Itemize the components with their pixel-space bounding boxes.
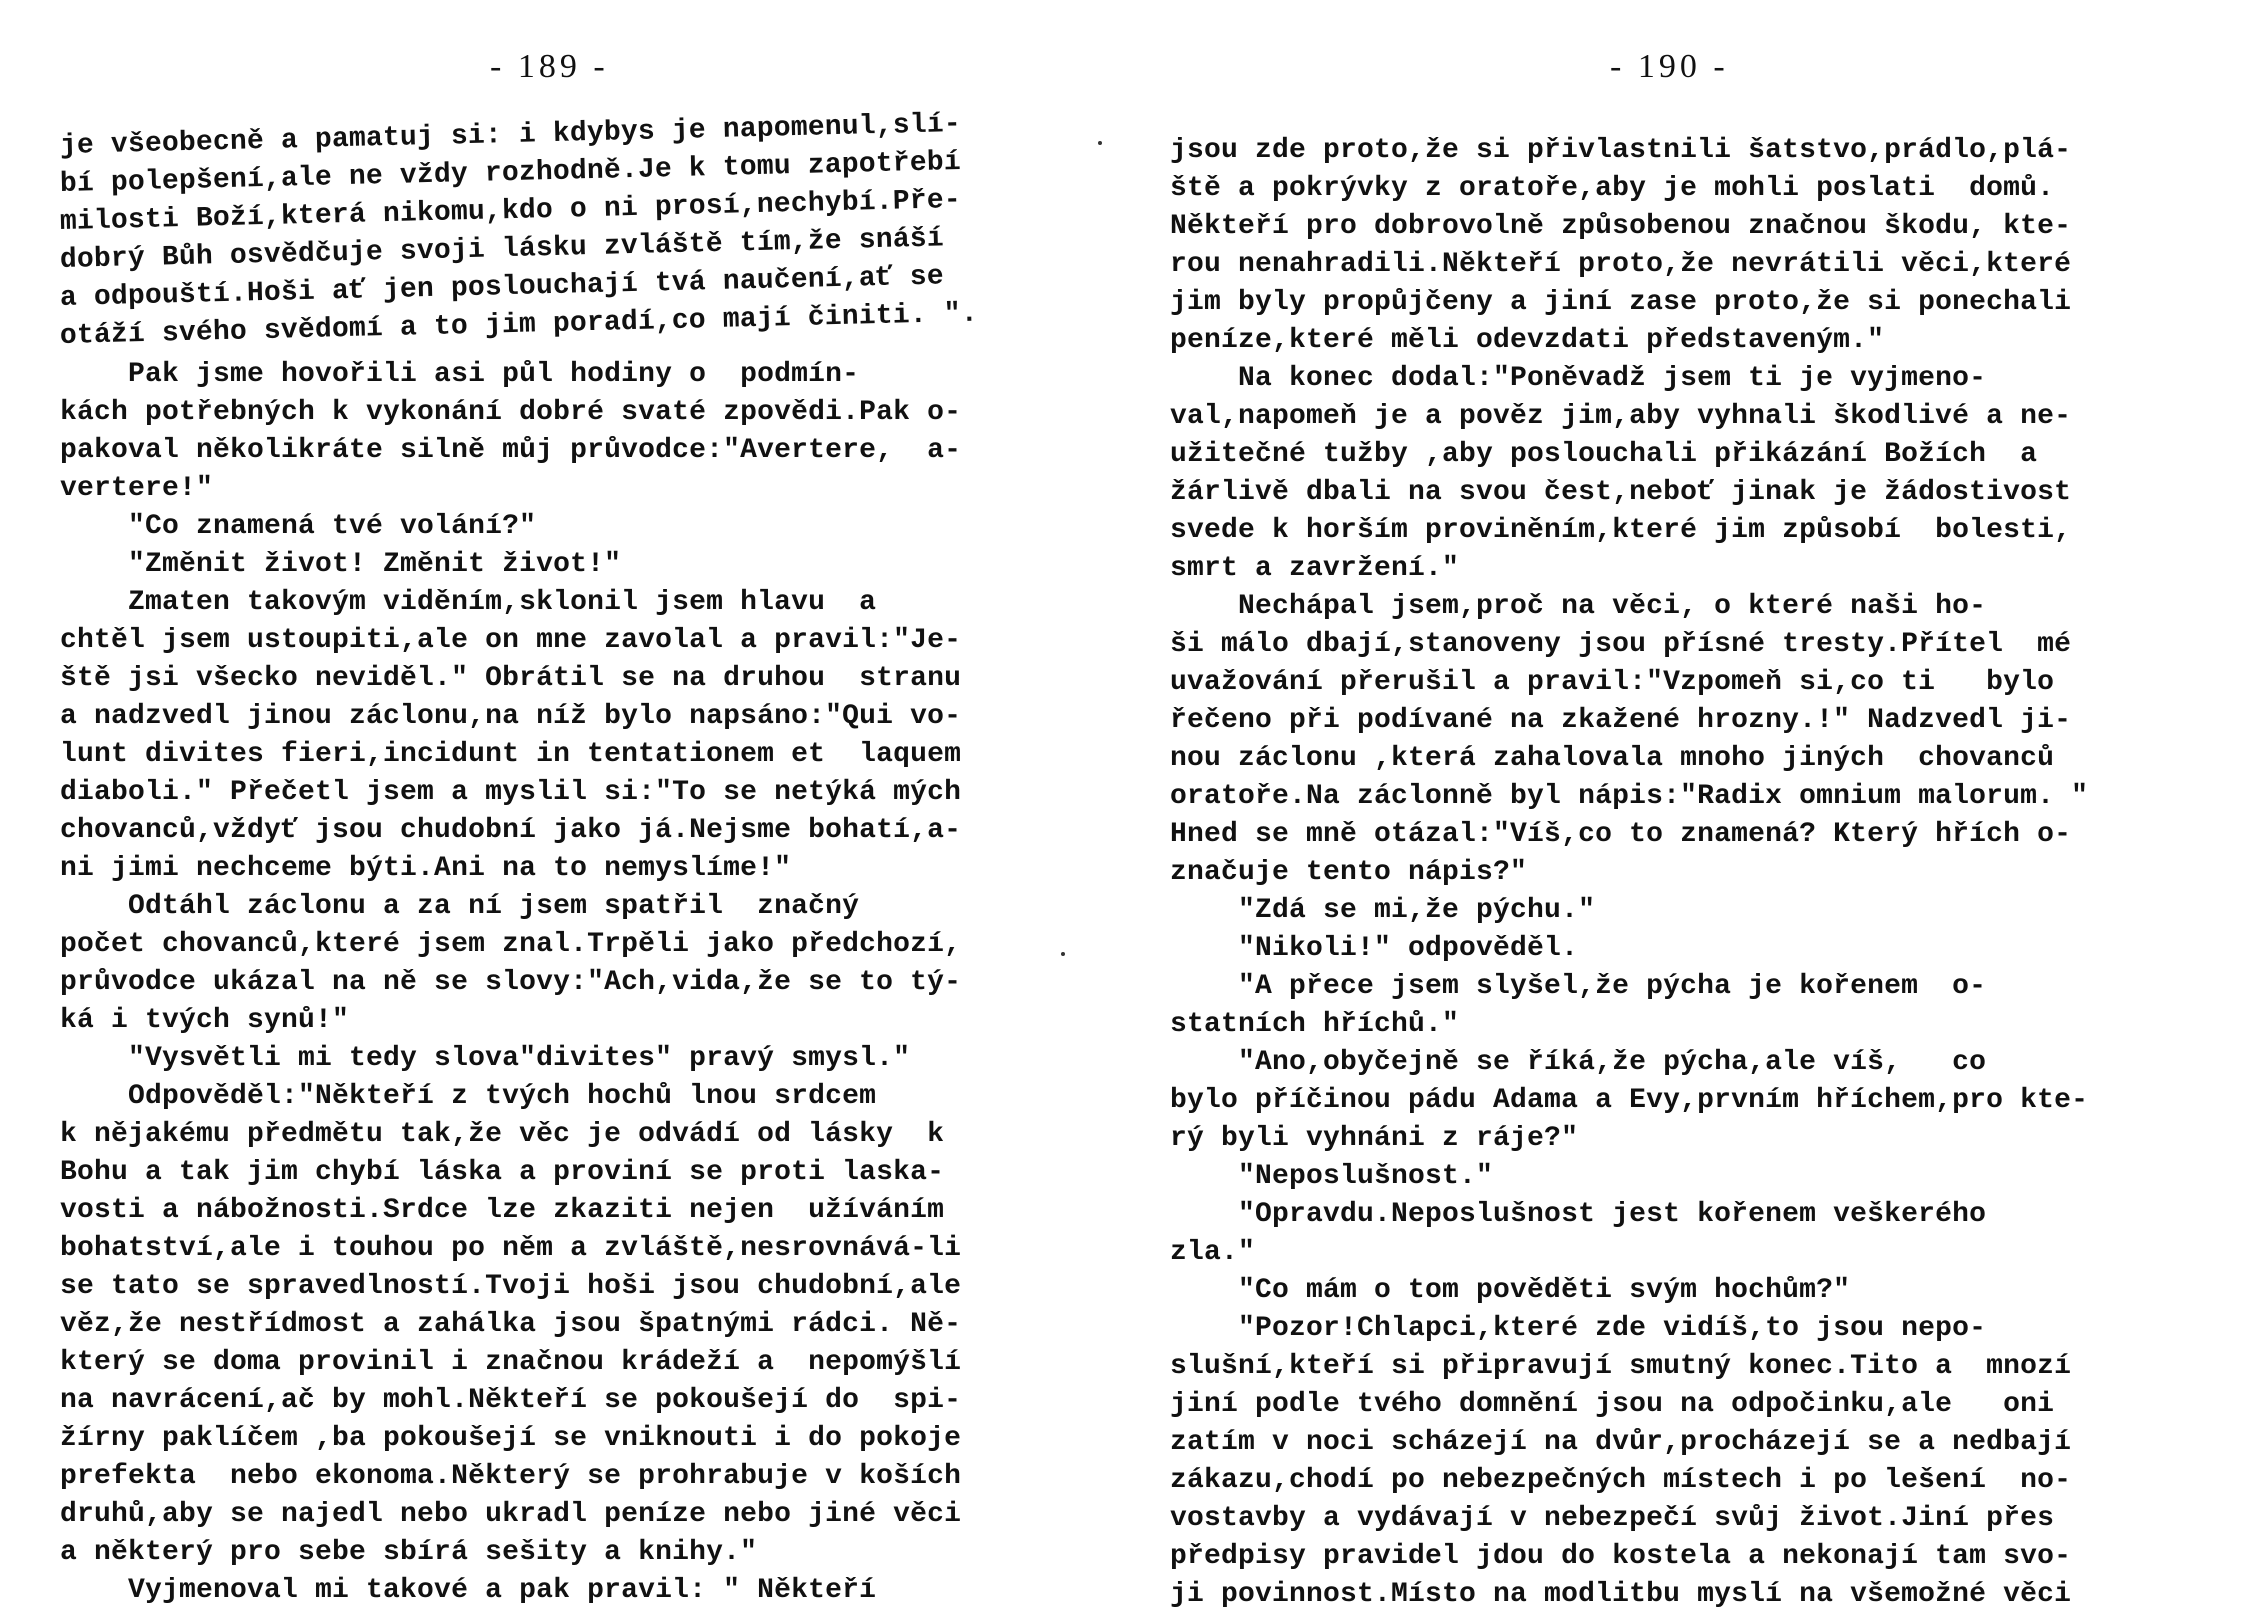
right-page [1170,0,2230,1610]
text-line: "Opravdu.Neposlušnost jest kořenem veškerého [1170,1199,1987,1230]
scan-speck [1061,952,1065,956]
text-line: Někteří pro dobrovolně způsobenou značnou škodu, kte- [1170,211,2072,242]
scan-speck [1098,141,1102,145]
text-line: na navrácení,ač by mohl.Někteří se pokoušejí do spi- [60,1385,962,1416]
text-line: slušní,kteří si připravují smutný konec.Tito a mnozí [1170,1351,2072,1382]
text-line: "Ano,obyčejně se říká,že pýcha,ale víš, co [1170,1047,1987,1078]
left-page [40,0,1120,1606]
text-line: značuje tento nápis?" [1170,857,1528,888]
text-line: bí polepšení,ale ne vždy rozhodně.Je k tomu zapotřebí [59,146,962,200]
page-number: - 189 - [490,48,609,85]
text-line: "Neposlušnost." [1170,1161,1494,1192]
text-line: "A přece jsem slyšel,že pýcha je kořenem o- [1170,971,1987,1002]
text-line: "Pozor!Chlapci,které zde vidíš,to jsou nepo- [1170,1313,1987,1344]
text-line: jiní podle tvého domnění jsou na odpočinku,ale oni [1170,1389,2055,1420]
text-line: je všeobecně a pamatuj si: i kdybys je napomenul,slí- [59,108,962,162]
text-line: peníze,které měli odevzdati představeným." [1170,325,1885,356]
text-line: se tato se spravedlností.Tvoji hoši jsou chudobní,ale [60,1271,962,1302]
text-line: průvodce ukázal na ně se slovy:"Ach,vida,že se to tý- [60,967,962,998]
text-line: Nechápal jsem,proč na věci, o které naši ho- [1170,591,1987,622]
text-line: vosti a nábožnosti.Srdce lze zkaziti nejen užíváním [60,1195,945,1226]
text-line: ká i tvých synů!" [60,1005,350,1036]
text-line: zákazu,chodí po nebezpečných místech i po lešení no- [1170,1465,2072,1496]
text-line: k nějakému předmětu tak,že věc je odvádí od lásky k [60,1119,945,1150]
text-line: "Nikoli!" odpověděl. [1170,933,1579,964]
text-line: svede k horším proviněním,které jim způsobí bolesti, [1170,515,2072,546]
text-line: chovanců,vždyť jsou chudobní jako já.Nejsme bohatí,a- [60,815,962,846]
text-line: jsou zde proto,že si přivlastnili šatstvo,prádlo,plá- [1170,135,2072,166]
text-line: a odpouští.Hoši ať jen poslouchají tvá naučení,ať se [59,261,945,314]
text-line: val,napomeň je a pověz jim,aby vyhnali škodlivé a ne- [1170,401,2072,432]
text-line: žírny paklíčem ,ba pokoušejí se vniknouti i do pokoje [60,1423,962,1454]
text-line: zatím v noci scházejí na dvůr,procházejí se a nedbají [1170,1427,2072,1458]
text-line: bylo příčinou pádu Adama a Evy,prvním hříchem,pro kte- [1170,1085,2089,1116]
text-line: nou záclonu ,která zahalovala mnoho jiných chovanců [1170,743,2055,774]
text-line: jim byly propůjčeny a jiní zase proto,že si ponechali [1170,287,2072,318]
text-line: druhů,aby se najedl nebo ukradl peníze nebo jiné věci [60,1499,962,1530]
text-line: Na konec dodal:"Poněvadž jsem ti je vyjmeno- [1170,363,1987,394]
text-line: rou nenahradili.Někteří proto,že nevrátili věci,které [1170,249,2072,280]
text-line: žárlivě dbali na svou čest,neboť jinak je žádostivost [1170,477,2072,508]
text-line: Odtáhl záclonu a za ní jsem spatřil značný [60,891,860,922]
text-line: ši málo dbají,stanoveny jsou přísné tresty.Přítel mé [1170,629,2072,660]
text-line: "Vysvětli mi tedy slova"divites" pravý smysl." [60,1043,911,1074]
text-line: lunt divites fieri,incidunt in tentationem et laquem [60,739,962,770]
text-line: kách potřebných k vykonání dobré svaté zpovědi.Pak o- [60,397,962,428]
text-line: ji povinnost.Místo na modlitbu myslí na všemožné věci [1170,1579,2072,1610]
text-line: prefekta nebo ekonoma.Některý se prohrabuje v koších [60,1461,962,1492]
text-line: vostavby a vydávají v nebezpečí svůj život.Jiní přes [1170,1503,2055,1534]
text-line: dobrý Bůh osvědčuje svoji lásku zvláště tím,že snáší [59,223,945,276]
page-text [59,108,979,1610]
text-line: Odpověděl:"Někteří z tvých hochů lnou srdcem [60,1081,877,1112]
text-line: pakoval několikráte silně můj průvodce:"Avertere, a- [60,435,962,466]
text-line: Bohu a tak jim chybí láska a proviní se proti laska- [60,1157,945,1188]
text-line: a některý pro sebe sbírá sešity a knihy." [60,1537,758,1568]
text-line: ni jimi nechceme býti.Ani na to nemyslíme!" [60,853,792,884]
page-number: - 190 - [1610,48,1729,85]
text-line: počet chovanců,které jsem znal.Trpěli jako předchozí, [60,929,962,960]
text-line: rý byli vyhnáni z ráje?" [1170,1123,1579,1154]
text-line: předpisy pravidel jdou do kostela a nekonají tam svo- [1170,1541,2072,1572]
text-line: a nadzvedl jinou záclonu,na níž bylo napsáno:"Qui vo- [60,701,962,732]
text-line: otáží svého svědomí a to jim poradí,co mají činiti. ". [59,298,979,352]
page-text [1170,132,2088,1614]
text-line: vertere!" [60,473,214,504]
text-line: statních hříchů." [1170,1009,1460,1040]
text-line: chtěl jsem ustoupiti,ale on mne zavolal a pravil:"Je- [60,625,962,656]
text-line: zla." [1170,1237,1256,1268]
text-line: užitečné tužby ,aby poslouchali přikázání Božích a [1170,439,2038,470]
text-line: ště jsi všecko neviděl." Obrátil se na druhou stranu [60,663,962,694]
text-line: smrt a zavržení." [1170,553,1460,584]
text-line: Pak jsme hovořili asi půl hodiny o podmín- [60,359,860,390]
text-line: "Co znamená tvé volání?" [60,511,537,542]
text-line: bohatství,ale i touhou po něm a zvláště,nesrovnává-li [60,1233,962,1264]
text-line: "Zdá se mi,že pýchu." [1170,895,1596,926]
text-line: diaboli." Přečetl jsem a myslil si:"To se netýká mých [60,777,962,808]
text-line: uvažování přerušil a pravil:"Vzpomeň si,co ti bylo [1170,667,2055,698]
text-line: Hned se mně otázal:"Víš,co to znamená? Který hřích o- [1170,819,2072,850]
text-line: ště a pokrývky z oratoře,aby je mohli poslati domů. [1170,173,2055,204]
text-line: "Změnit život! Změnit život!" [60,549,622,580]
text-line: "Co mám o tom pověděti svým hochům?" [1170,1275,1851,1306]
text-line: Zmaten takovým viděním,sklonil jsem hlavu a [60,587,877,618]
text-line: řečeno při podívané na zkažené hrozny.!" Nadzvedl ji- [1170,705,2072,736]
text-line: věz,že nestřídmost a zahálka jsou špatnými rádci. Ně- [60,1309,962,1340]
text-line: oratoře.Na záclonně byl nápis:"Radix omnium malorum. " [1170,781,2089,812]
text-line: který se doma provinil i značnou krádeží a nepomýšlí [60,1347,962,1378]
text-line: Vyjmenoval mi takové a pak pravil: " Někteří [60,1575,877,1606]
text-line: milosti Boží,která nikomu,kdo o ni prosí,nechybí.Pře- [59,184,962,238]
